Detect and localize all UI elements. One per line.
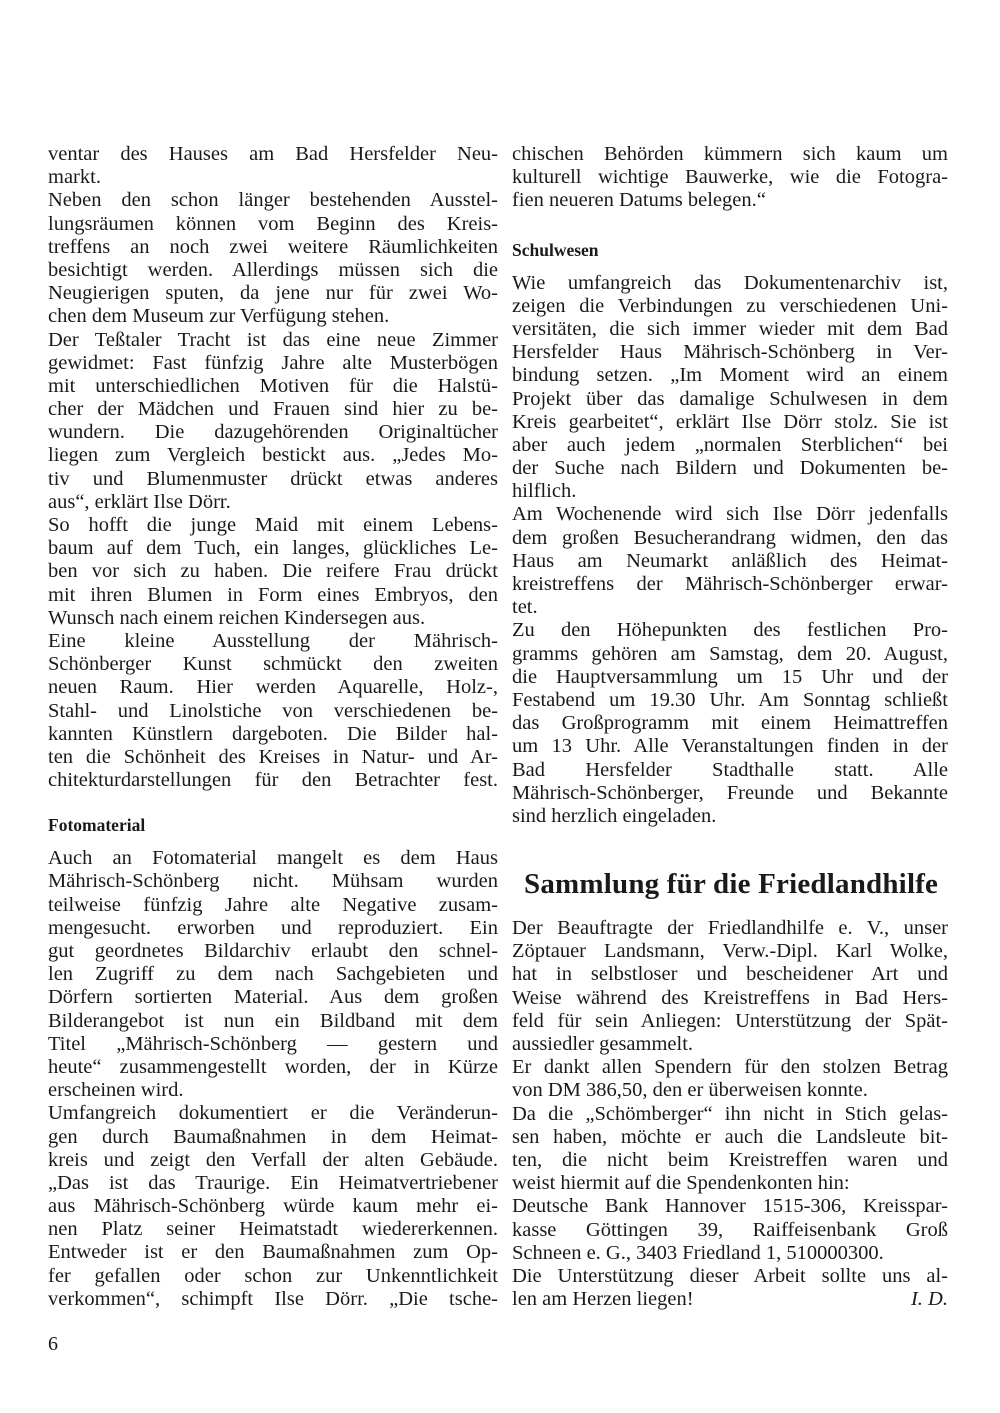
text-line [512,940,948,963]
line-text: ventar des Hauses am Bad Hersfelder Neu- [48,143,498,165]
line-text: bindung setzen. „Im Moment wird an einem [512,364,948,387]
line-text: Neben den schon länger bestehenden Ausstel- [48,189,498,212]
line-text: liegen zum Vergleich bestickt aus. „Jedes Mo- [48,444,498,467]
paragraph [48,514,498,630]
line-text: len am Herzen liegen! [512,1288,694,1311]
text-line [512,411,948,434]
text-line [512,573,948,596]
line-text: aussiedler gesammelt. [512,1033,694,1055]
text-line [48,514,498,537]
line-text: So hofft die junge Maid mit einem Lebens- [48,514,498,536]
text-line [512,388,948,411]
line-text: mengesucht. erworben und reproduziert. Ein [48,916,498,939]
text-line [48,398,498,421]
line-text: cher der Mädchen und Frauen sind hier zu be- [48,398,498,421]
text-line [512,434,948,457]
text-line [512,759,948,782]
line-text: Da die „Schömberger“ ihn nicht in Stich gelas- [512,1102,948,1125]
text-line [48,468,498,491]
text-line [48,491,498,514]
text-line [48,723,498,746]
line-text: mit unterschiedlichen Motiven für die Halstü- [48,374,498,397]
section-heading: Fotomaterial [48,815,146,836]
line-text: aber auch jedem „normalen Sterblichen“ bei [512,433,948,456]
line-text: nen Platz seiner Heimatstadt wiedererkennen. [48,1218,498,1241]
text-line [512,1265,948,1288]
line-text: fer gefallen oder schon zur Unkenntlichkeit [48,1264,498,1287]
line-text: dem großen Besucherandrang widmen, den das [512,526,948,549]
line-text: Wunsch nach einem reichen Kindersegen aus. [48,606,426,629]
text-line [512,963,948,986]
text-line [48,1056,498,1079]
text-line [512,735,948,758]
line-text: kannten Künstlern dargeboten. Die Bilder hal- [48,722,498,745]
text-line [512,1172,948,1195]
paragraph [512,143,948,213]
text-line [512,643,948,666]
paragraph [512,272,948,504]
text-line [512,1033,948,1056]
text-line [48,1126,498,1149]
line-text: Projekt über das damalige Schulwesen in dem [512,387,948,410]
line-text: hilflich. [512,480,577,503]
text-line [512,1010,948,1033]
line-text: len Zugriff zu dem nach Sachgebieten und [48,963,498,986]
text-line [48,329,498,352]
text-line [512,712,948,735]
text-line [512,364,948,387]
text-line [512,143,948,166]
text-line [48,894,498,917]
text-line [48,259,498,282]
text-line [512,550,948,573]
line-text: treffens an noch zwei weitere Räumlichkeiten [48,235,498,258]
line-text: Schneen e. G., 3403 Friedland 1, 510000300. [512,1241,884,1264]
text-line [48,653,498,676]
text-line [512,189,948,212]
line-text: Dörfern sortierten Material. Aus dem großen [48,986,498,1009]
line-text: kreistreffens der Mährisch-Schönberger erwar- [512,573,948,595]
text-line [48,1218,498,1241]
text-line [48,1288,498,1311]
line-text: Mährisch-Schönberger, Freunde und Bekannte [512,781,948,804]
line-text: Wie umfangreich das Dokumentenarchiv ist, [512,271,948,294]
text-line [48,236,498,259]
text-line [512,480,948,503]
line-text: gramms gehören am Samstag, dem 20. August, [512,642,948,665]
paragraph [512,619,948,828]
text-line [512,318,948,341]
left-column [48,143,498,1311]
line-text: chischen Behörden kümmern sich kaum um [512,143,948,165]
text-line [48,986,498,1009]
text-line [48,305,498,328]
text-line [48,444,498,467]
line-text: Weise während des Kreistreffens in Bad Hers- [512,986,948,1009]
text-line [48,560,498,583]
text-line [512,689,948,712]
line-text: feld für sein Anliegen: Unterstützung der Spät- [512,1009,948,1032]
line-text: kulturell wichtige Bauwerke, wie die Fotogra- [512,166,948,189]
line-text: „Das ist das Traurige. Ein Heimatvertriebener [48,1171,498,1194]
line-text: Der Beauftragte der Friedlandhilfe e. V., unser [512,917,948,940]
paragraph [512,1195,948,1265]
paragraph [512,503,948,619]
text-line [48,282,498,305]
text-line [48,847,498,870]
line-text: aus“, erklärt Ilse Dörr. [48,490,231,513]
line-text: Haus am Neumarkt anläßlich des Heimat- [512,549,948,572]
text-line [512,1242,948,1265]
line-text: Hersfelder Haus Mährisch-Schönberg in Ver- [512,341,948,364]
text-line [512,1079,948,1102]
line-text: gen durch Baumaßnahmen in dem Heimat- [48,1125,498,1148]
line-text: sen haben, möchte er auch die Landsleute bit- [512,1125,948,1148]
line-text: aus Mährisch-Schönberg würde kaum mehr ei- [48,1195,498,1218]
line-text: um 13 Uhr. Alle Veranstaltungen finden in der [512,735,948,758]
text-line [48,421,498,444]
text-line [512,1219,948,1242]
line-text: die Hauptversammlung um 15 Uhr und der [512,665,948,688]
paragraph [48,329,498,515]
line-text: lungsräumen können vom Beginn des Kreis- [48,212,498,235]
line-text: ten, die nicht beim Kreistreffen waren und [512,1148,948,1171]
section-heading: Schulwesen [512,239,599,260]
text-line [48,1010,498,1033]
text-line [48,375,498,398]
text-line [48,870,498,893]
paragraph [512,1103,948,1196]
line-text: Mährisch-Schönberg nicht. Mühsam wurden [48,870,498,893]
line-text: wundern. Die dazugehörenden Originaltücher [48,421,498,444]
line-text: das Großprogramm mit einem Heimattreffen [512,712,948,735]
text-line [48,940,498,963]
text-line [512,917,948,940]
text-line [48,607,498,630]
line-text: besichtigt werden. Allerdings müssen sich die [48,258,498,281]
author-signature: I. D. [910,1288,948,1311]
text-line [48,963,498,986]
line-text: kasse Göttingen 39, Raiffeisenbank Groß [512,1218,948,1241]
line-text: Kreis gearbeitet“, erklärt Ilse Dörr stolz. Sie ist [512,410,948,433]
line-text: chen dem Museum zur Verfügung stehen. [48,305,390,328]
line-text: erscheinen wird. [48,1079,184,1102]
line-text: chitekturdarstellungen für den Betrachter fest. [48,769,498,792]
line-text: gewidmet: Fast fünfzig Jahre alte Musterbögen [48,351,498,374]
line-text: Zu den Höhepunkten des festlichen Pro- [512,619,948,642]
line-text: versitäten, die sich immer wieder mit dem Bad [512,317,948,340]
text-line [512,1056,948,1079]
line-text: kreis und zeigt den Verfall der alten Gebäude. [48,1148,498,1171]
line-text: Umfangreich dokumentiert er die Veränderun- [48,1102,498,1125]
text-line [512,295,948,318]
text-line [48,700,498,723]
text-line [512,1195,948,1218]
text-line [48,584,498,607]
line-text: Entweder ist er den Baumaßnahmen zum Op- [48,1241,498,1264]
text-line [512,619,948,642]
text-line [48,1033,498,1056]
line-text: tiv und Blumenmuster drückt etwas anderes [48,467,498,490]
line-text: tet. [512,596,538,619]
text-line [512,1126,948,1149]
text-line [512,527,948,550]
text-line [48,1195,498,1218]
text-line [512,503,948,526]
line-text: Eine kleine Ausstellung der Mährisch- [48,629,498,652]
line-text: baum auf dem Tuch, ein langes, glückliches Le- [48,537,498,560]
line-text: verkommen“, schimpft Ilse Dörr. „Die tsche- [48,1287,498,1310]
line-text: zeigen die Verbindungen zu verschiedenen Uni- [512,294,948,317]
text-line [48,917,498,940]
line-text: Festabend um 19.30 Uhr. Am Sonntag schließt [512,688,948,711]
line-text: Deutsche Bank Hannover 1515-306, Kreisspar- [512,1195,948,1218]
text-line [512,166,948,189]
text-line [48,630,498,653]
text-line [48,166,498,189]
line-text: von DM 386,50, den er überweisen konnte. [512,1079,868,1102]
line-text: mit ihren Blumen in Form eines Embryos, den [48,583,498,606]
line-text: heute“ zusammengestellt worden, der in Kürze [48,1055,498,1078]
line-text: Am Wochenende wird sich Ilse Dörr jedenfalls [512,503,948,526]
line-text: Bad Hersfelder Stadthalle statt. Alle [512,758,948,781]
paragraph [512,1265,948,1311]
line-text: weist hiermit auf die Spendenkonten hin: [512,1172,850,1195]
text-line [512,1288,948,1311]
line-text: Neugierigen sputen, da jene nur für zwei Wo- [48,282,498,305]
line-text: Auch an Fotomaterial mangelt es dem Haus [48,847,498,870]
page-number: 6 [48,1333,58,1355]
line-text: Er dankt allen Spendern für den stolzen Betrag [512,1056,948,1079]
text-line [512,596,948,619]
text-line [48,352,498,375]
text-line [48,189,498,212]
line-text: neuen Raum. Hier werden Aquarelle, Holz-, [48,676,498,699]
paragraph [48,630,498,792]
text-line [512,987,948,1010]
line-text: sind herzlich eingeladen. [512,804,717,827]
line-text: Schönberger Kunst schmückt den zweiten [48,653,498,676]
text-line [512,341,948,364]
line-text: Die Unterstützung dieser Arbeit sollte uns al- [512,1264,948,1287]
paragraph [512,1056,948,1102]
text-line [48,1079,498,1102]
line-text: teilweise fünfzig Jahre alte Negative zusam- [48,893,498,916]
text-line [48,537,498,560]
line-text: markt. [48,166,101,189]
text-line [512,1103,948,1126]
text-line [512,272,948,295]
line-text: ten die Schönheit des Kreises in Natur- und Ar- [48,745,498,768]
text-line [512,457,948,480]
text-line [48,746,498,769]
right-column [512,143,948,1311]
line-text: Stahl- und Linolstiche von verschiedenen be- [48,699,498,722]
line-text: Der Teßtaler Tracht ist das eine neue Zimmer [48,328,498,351]
text-line [48,1265,498,1288]
article-title: Sammlung für die Friedlandhilfe [524,868,939,901]
paragraph [512,917,948,1056]
text-line [48,143,498,166]
line-text: hat in selbstloser und bescheidener Art und [512,963,948,986]
paragraph [48,189,498,328]
paragraph [48,1102,498,1311]
line-text: gut geordnetes Bildarchiv erlaubt den schnel- [48,940,498,962]
text-line [48,676,498,699]
text-line [48,1241,498,1264]
line-text: fien neueren Datums belegen.“ [512,189,766,212]
paragraph [48,143,498,189]
text-line [512,782,948,805]
text-line [512,666,948,689]
text-line [48,1102,498,1125]
line-text: der Suche nach Bildern und Dokumenten be- [512,457,948,480]
text-line [512,805,948,828]
paragraph [48,847,498,1102]
line-text: ben vor sich zu haben. Die reifere Frau drückt [48,560,498,583]
text-line [48,213,498,236]
text-line [48,1149,498,1172]
line-text: Bilderangebot ist nun ein Bildband mit dem [48,1009,498,1032]
text-line [48,1172,498,1195]
text-line [512,1149,948,1172]
line-text: Zöptauer Landsmann, Verw.-Dipl. Karl Wolke, [512,940,948,963]
text-line [48,769,498,792]
line-text: Titel „Mährisch-Schönberg — gestern und [48,1032,498,1055]
